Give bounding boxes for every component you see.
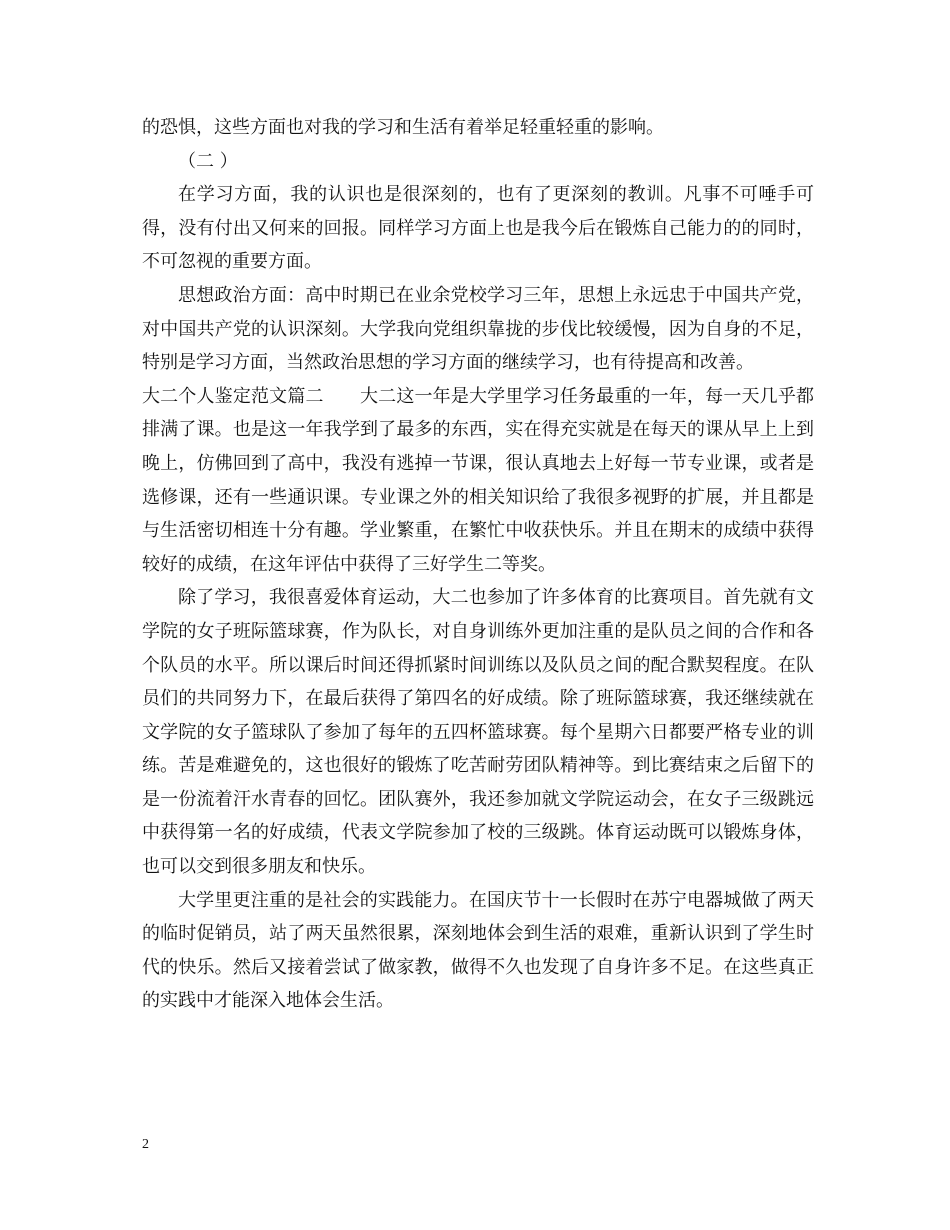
paragraph-practice: 大学里更注重的是社会的实践能力。在国庆节十一长假时在苏宁电器城做了两天的临时促销员，站了两天虽然很累，深刻地体会到生活的艰难，重新认识到了学生时代的快乐。然后又接着尝试了做家教，做得不久也发现了自身许多不足。在这些真正的实践中才能深入地体会生活。: [142, 889, 814, 1012]
page-number: 2: [142, 1137, 149, 1152]
paragraph-sample-two: 大二个人鉴定范文篇二 大二这一年是大学里学习任务最重的一年，每一天几乎都排满了课。也是这一年我学到了最多的东西，实在得充实就是在每天的课从早上上到晚上，仿佛回到了高中，我没有逃掉一节课，很认真地去上好每一节专业课，或者是选修课，还有一些通识课。专业课之外的相关知识给了我很多视野的扩展，并且都是与生活密切相连十分有趣。学业繁重，在繁忙中收获快乐。并且在期末的成绩中获得较好的成绩，在这年评估中获得了三好学生二等奖。: [142, 385, 814, 575]
paragraph-sports: 除了学习，我很喜爱体育运动，大二也参加了许多体育的比赛项目。首先就有文学院的女子班际篮球赛，作为队长，对自身训练外更加注重的是队员之间的合作和各个队员的水平。所以课后时间还得抓紧时间训练以及队员之间的配合默契程度。在队员们的共同努力下，在最后获得了第四名的好成绩。除了班际篮球赛，我还继续就在文学院的女子篮球队了参加了每年的五四杯篮球赛。每个星期六日都要严格专业的训练。苦是难避免的，这也很好的锻炼了吃苦耐劳团队精神等。到比赛结束之后留下的是一份流着汗水青春的回忆。团队赛外，我还参加就文学院运动会，在女子三级跳远中获得第一名的好成绩，代表文学院参加了校的三级跳。体育运动既可以锻炼身体，也可以交到很多朋友和快乐。: [142, 587, 814, 878]
section-heading-two: （二 ）: [178, 150, 238, 172]
paragraph-study: 在学习方面，我的认识也是很深刻的，也有了更深刻的教训。凡事不可唾手可得，没有付出又何来的回报。同样学习方面上也是我今后在锻炼自己能力的的同时，不可忽视的重要方面。: [142, 184, 814, 273]
document-body: [142, 111, 814, 1018]
paragraph-fear-impact: 的恐惧，这些方面也对我的学习和生活有着举足轻重轻重的影响。: [142, 117, 664, 138]
paragraph-politics: 思想政治方面：高中时期已在业余党校学习三年，思想上永远忠于中国共产党，对中国共产党的认识深刻。大学我向党组织靠拢的步伐比较缓慢，因为自身的不足，特别是学习方面，当然政治思想的学习方面的继续学习，也有待提高和改善。: [142, 284, 814, 374]
